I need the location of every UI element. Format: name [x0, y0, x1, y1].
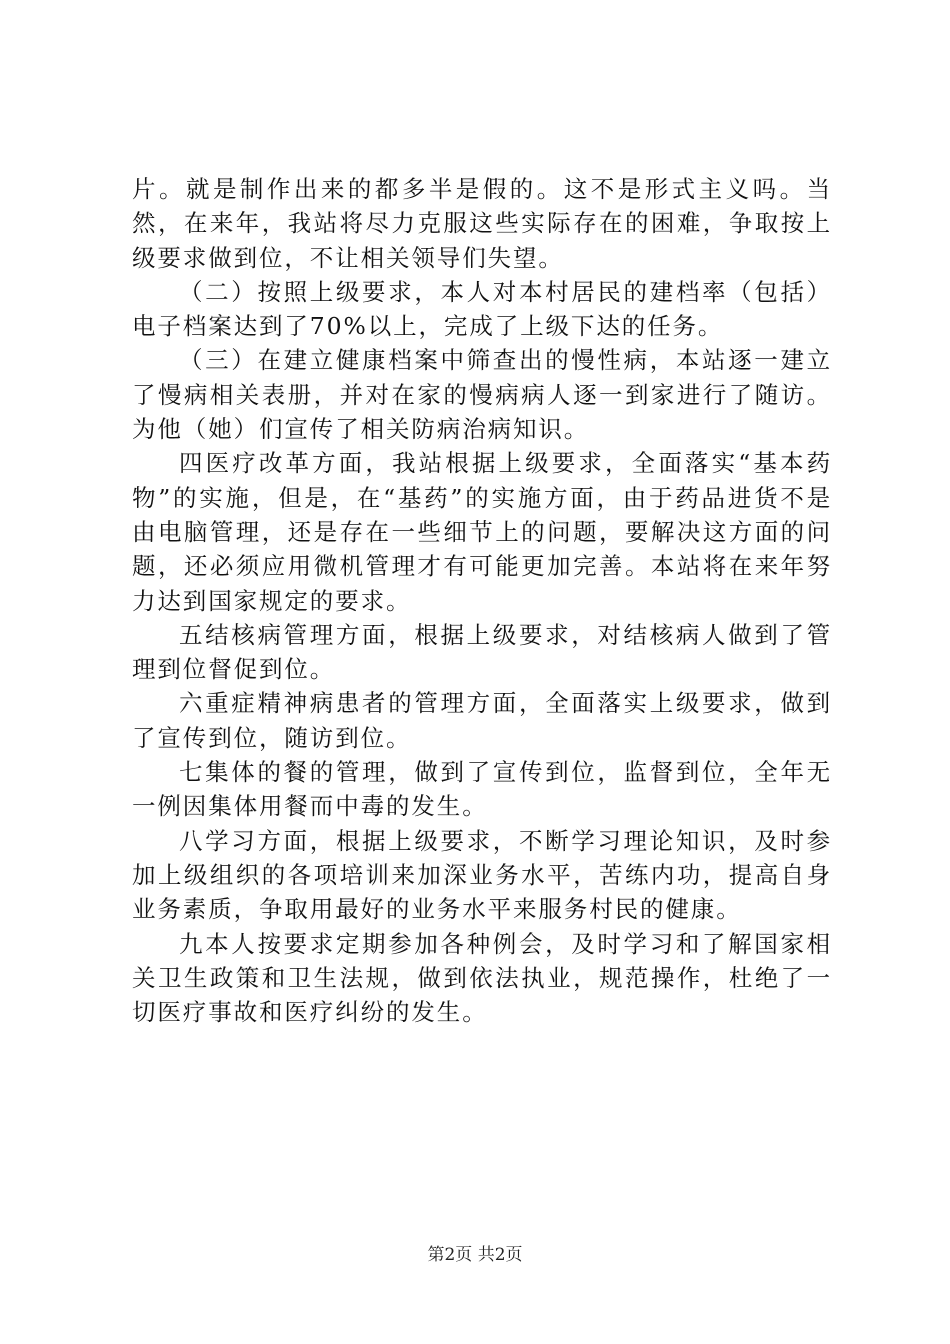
paragraph-mental-illness: 六重症精神病患者的管理方面，全面落实上级要求，做到了宣传到位，随访到位。	[132, 689, 832, 752]
paragraph-meetings: 九本人按要求定期参加各种例会，及时学习和了解国家相关卫生政策和卫生法规，做到依法执业，规范操作，杜绝了一切医疗事故和医疗纠纷的发生。	[132, 929, 832, 1027]
paragraph-section-2: （二）按照上级要求，本人对本村居民的建档率（包括）电子档案达到了70%以上，完成了上级下达的任务。	[132, 277, 832, 341]
paragraph-tuberculosis: 五结核病管理方面，根据上级要求，对结核病人做到了管理到位督促到位。	[132, 620, 832, 684]
paragraph-learning: 八学习方面，根据上级要求，不断学习理论知识，及时参加上级组织的各项培训来加深业务水平，苦练内功，提高自身业务素质，争取用最好的业务水平来服务村民的健康。	[132, 826, 832, 924]
paragraph-medical-reform: 四医疗改革方面，我站根据上级要求，全面落实“基本药物”的实施，但是，在“基药”的实施方面，由于药品进货不是由电脑管理，还是存在一些细节上的问题，要解决这方面的问题，还必须应用微机管理才有可能更加完善。本站将在来年努力达到国家规定的要求。	[132, 449, 832, 615]
document-body	[132, 172, 832, 1029]
page-number-footer: 第2页 共2页	[427, 1245, 523, 1265]
paragraph-continuation: 片。就是制作出来的都多半是假的。这不是形式主义吗。当然，在来年，我站将尽力克服这些实际存在的困难，争取按上级要求做到位，不让相关领导们失望。	[132, 175, 832, 272]
paragraph-section-3: （三）在建立健康档案中筛查出的慢性病，本站逐一建立了慢病相关表册，并对在家的慢病病人逐一到家进行了随访。为他（她）们宣传了相关防病治病知识。	[132, 346, 832, 444]
paragraph-group-dining: 七集体的餐的管理，做到了宣传到位，监督到位，全年无一例因集体用餐而中毒的发生。	[132, 758, 832, 821]
